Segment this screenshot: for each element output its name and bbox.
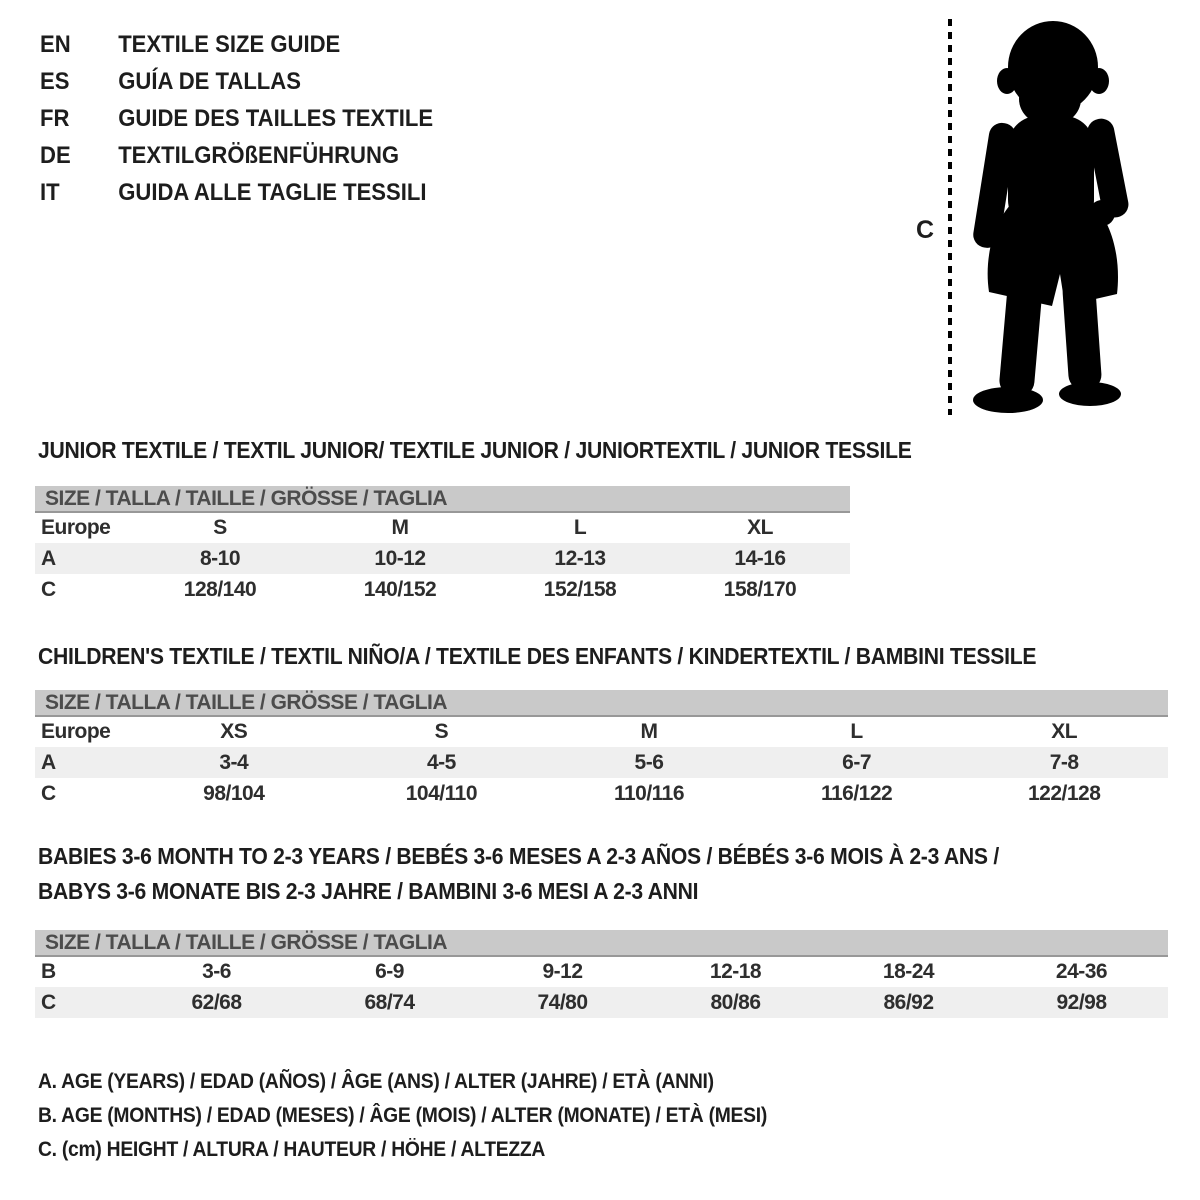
- language-title-list: [40, 31, 467, 216]
- table-row-age: [35, 747, 1168, 778]
- value-cell: 12-13: [490, 543, 670, 574]
- size-header-cell: SIZE / TALLA / TAILLE / GRÖSSE / TAGLIA: [35, 930, 1168, 956]
- value-cell: 3-4: [130, 747, 338, 778]
- height-measure-figure: [900, 15, 1155, 420]
- value-cell: XS: [220, 720, 248, 743]
- value-cell: 116/122: [820, 781, 893, 805]
- legend-line-b: B. AGE (MONTHS) / EDAD (MESES) / ÂGE (MOIS) / ALTER (MONATE) / ETÀ (MESI): [38, 1104, 768, 1127]
- language-row-de: [40, 142, 433, 179]
- value-cell: 62/68: [130, 987, 303, 1018]
- legend-line-a: A. AGE (YEARS) / EDAD (AÑOS) / ÂGE (ANS) / ALTER (JAHRE) / ETÀ (ANNI): [38, 1070, 714, 1093]
- value-cell: 140/152: [363, 577, 437, 601]
- language-code: EN: [40, 31, 71, 58]
- section-heading-babies-line2: BABYS 3-6 MONATE BIS 2-3 JAHRE / BAMBINI 3-6 MESI A 2-3 ANNI: [38, 878, 699, 904]
- value-cell: 74/80: [476, 987, 649, 1018]
- row-label-cell: Europe: [41, 516, 111, 539]
- value-cell: 98/104: [203, 781, 265, 805]
- language-code: DE: [40, 142, 71, 169]
- value-cell: 152/158: [543, 577, 617, 601]
- value-cell: 92/98: [995, 987, 1168, 1018]
- value-cell: 4-5: [338, 747, 546, 778]
- value-cell: 5-6: [545, 747, 753, 778]
- value-cell: 86/92: [822, 987, 995, 1018]
- section-heading-children: CHILDREN'S TEXTILE / TEXTIL NIÑO/A / TEXTILE DES ENFANTS / KINDERTEXTIL / BAMBINI TESSILE: [38, 643, 1037, 669]
- guide-title-fr: GUIDE DES TAILLES TEXTILE: [118, 105, 434, 132]
- children-size-table: [35, 690, 1168, 809]
- value-cell: 18-24: [882, 960, 935, 983]
- value-cell: 128/140: [183, 577, 257, 601]
- value-cell: 110/116: [613, 781, 685, 805]
- babies-size-table: [35, 930, 1168, 1018]
- junior-size-table: [35, 486, 850, 605]
- language-code: IT: [40, 179, 60, 206]
- table-row-age: [35, 543, 850, 574]
- language-row-en: [40, 31, 433, 68]
- legend: [38, 1070, 830, 1172]
- language-row-es: [40, 68, 433, 105]
- value-cell: 6-9: [375, 960, 404, 983]
- language-row-fr: [40, 105, 433, 142]
- table-row-months: [35, 956, 1168, 987]
- language-code: ES: [40, 68, 70, 95]
- value-cell: 104/110: [405, 781, 478, 805]
- table-row-europe: [35, 716, 1168, 747]
- guide-title-de: TEXTILGRÖßENFÜHRUNG: [118, 142, 400, 169]
- value-cell: 3-6: [202, 960, 231, 983]
- table-row-europe: [35, 512, 850, 543]
- table-row-height: [35, 987, 1168, 1018]
- value-cell: 7-8: [960, 747, 1168, 778]
- size-header-cell: SIZE / TALLA / TAILLE / GRÖSSE / TAGLIA: [35, 690, 1168, 716]
- language-row-it: [40, 179, 433, 216]
- row-label-cell: A: [35, 543, 130, 574]
- value-cell: 8-10: [130, 543, 310, 574]
- value-cell: M: [640, 720, 658, 743]
- guide-title-it: GUIDA ALLE TAGLIE TESSILI: [118, 179, 427, 206]
- value-cell: 122/128: [1027, 781, 1101, 805]
- section-heading-junior: JUNIOR TEXTILE / TEXTIL JUNIOR/ TEXTILE JUNIOR / JUNIORTEXTIL / JUNIOR TESSILE: [38, 437, 912, 463]
- row-label-cell: C: [35, 987, 130, 1018]
- row-label-cell: C: [41, 781, 56, 805]
- section-heading-babies-line1: BABIES 3-6 MONTH TO 2-3 YEARS / BEBÉS 3-6 MESES A 2-3 AÑOS / BÉBÉS 3-6 MOIS À 2-3 ANS /: [38, 843, 999, 869]
- table-row-height: [35, 574, 850, 605]
- toddler-silhouette-icon: [962, 17, 1138, 415]
- value-cell: 158/170: [723, 577, 797, 601]
- guide-title-es: GUÍA DE TALLAS: [118, 68, 301, 95]
- table-header-row: [35, 930, 1168, 956]
- value-cell: 9-12: [542, 960, 583, 983]
- value-cell: 14-16: [670, 543, 850, 574]
- value-cell: L: [850, 720, 863, 743]
- guide-title-en: TEXTILE SIZE GUIDE: [118, 31, 341, 58]
- language-code: FR: [40, 105, 70, 132]
- value-cell: 80/86: [649, 987, 822, 1018]
- table-row-height: [35, 778, 1168, 809]
- table-header-row: [35, 486, 850, 512]
- value-cell: 10-12: [310, 543, 490, 574]
- value-cell: L: [573, 516, 587, 539]
- row-label-cell: Europe: [41, 720, 111, 743]
- row-label-cell: B: [41, 960, 56, 983]
- value-cell: 6-7: [753, 747, 961, 778]
- value-cell: 12-18: [709, 960, 762, 983]
- value-cell: XL: [1051, 720, 1078, 743]
- value-cell: S: [434, 720, 449, 743]
- value-cell: S: [213, 516, 227, 539]
- value-cell: 68/74: [303, 987, 476, 1018]
- value-cell: XL: [747, 516, 773, 539]
- height-dashed-line: [948, 19, 952, 415]
- value-cell: 24-36: [1055, 960, 1108, 983]
- legend-line-c: C. (cm) HEIGHT / ALTURA / HAUTEUR / HÖHE / ALTEZZA: [38, 1138, 546, 1161]
- row-label-cell: A: [35, 747, 130, 778]
- row-label-cell: C: [41, 577, 56, 601]
- height-c-label: C: [916, 216, 935, 244]
- table-header-row: [35, 690, 1168, 716]
- value-cell: M: [391, 516, 409, 539]
- size-header-cell: SIZE / TALLA / TAILLE / GRÖSSE / TAGLIA: [35, 486, 850, 512]
